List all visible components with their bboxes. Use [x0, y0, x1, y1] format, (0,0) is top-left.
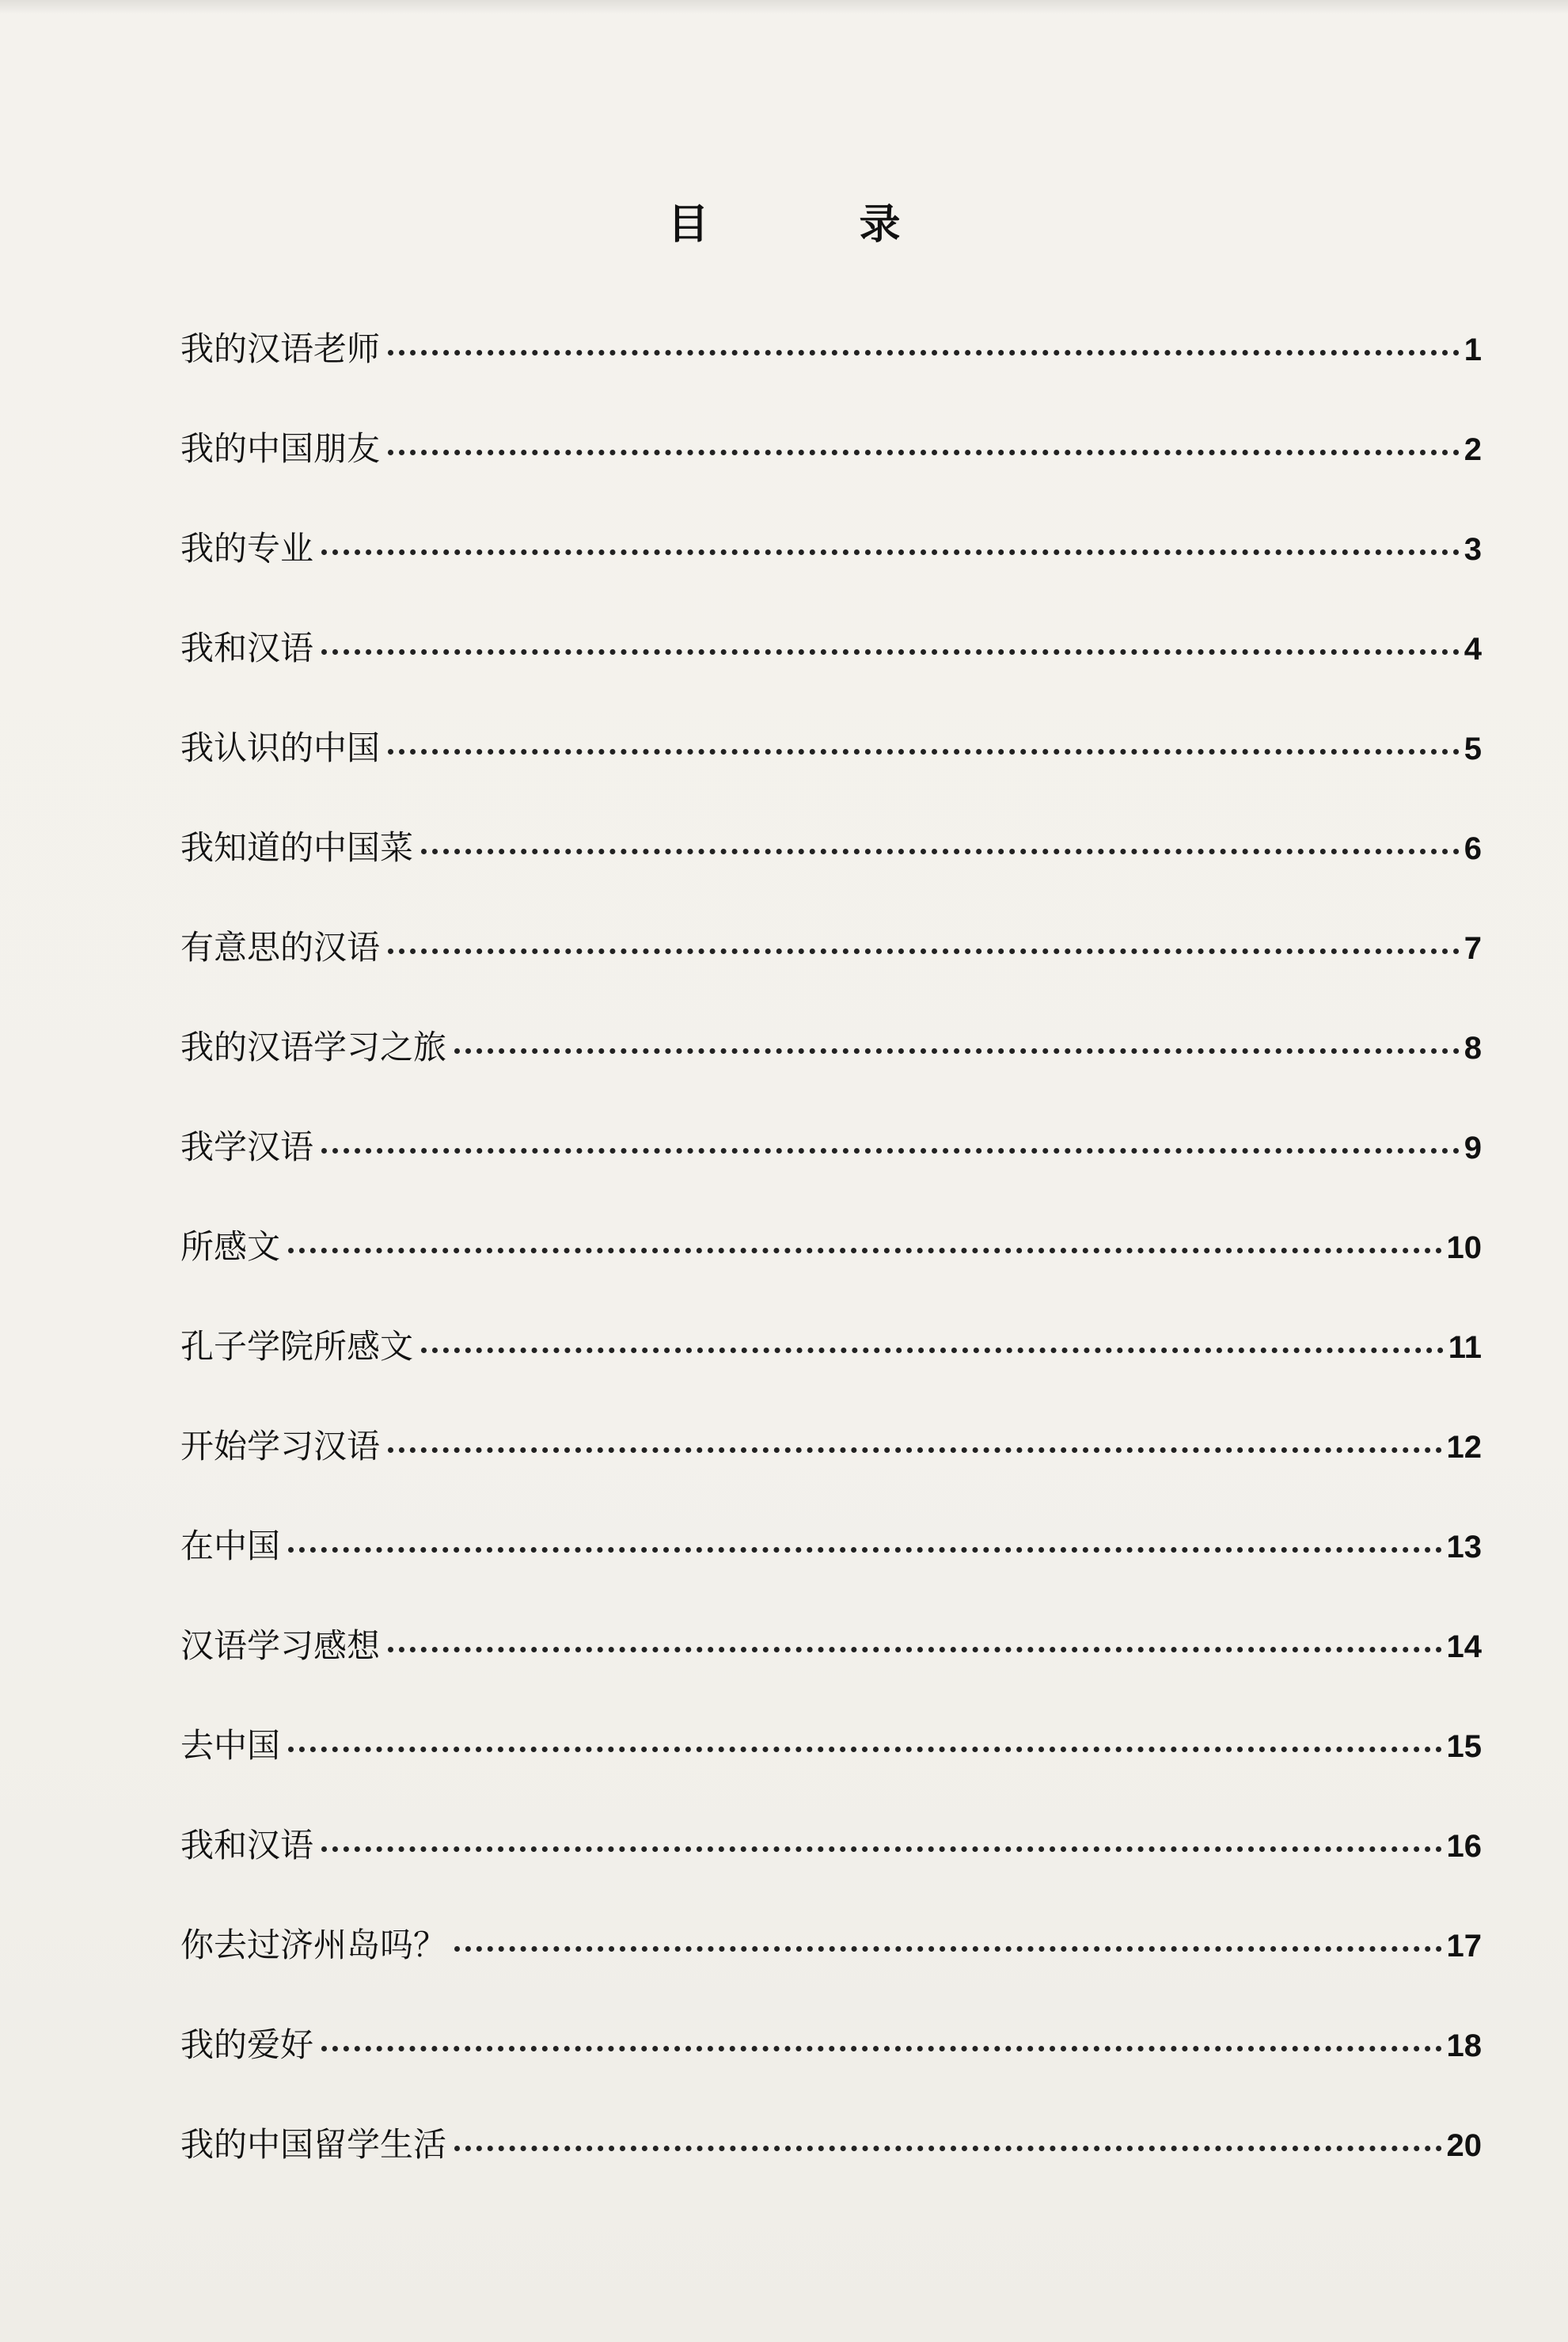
toc-entry-title: 我和汉语: [180, 1826, 314, 1865]
toc-entry[interactable]: [180, 1618, 1482, 1718]
toc-entry[interactable]: [180, 1219, 1482, 1319]
toc-page-number: 16: [1446, 1829, 1482, 1864]
dot-leader: [388, 1447, 1441, 1453]
toc-entry-title: 我和汉语: [180, 629, 314, 667]
dot-leader: [321, 1846, 1441, 1852]
toc-entry[interactable]: [180, 2117, 1482, 2217]
dot-leader: [454, 1946, 1441, 1952]
toc-page-number: 5: [1464, 732, 1482, 766]
toc-page-number: 13: [1446, 1530, 1482, 1565]
toc-entry[interactable]: [180, 521, 1482, 621]
toc-page-number: 3: [1464, 532, 1482, 567]
dot-leader: [388, 450, 1460, 455]
toc-page-number: 9: [1464, 1131, 1482, 1165]
dot-leader: [454, 1048, 1460, 1054]
dot-leader: [388, 949, 1460, 954]
dot-leader: [388, 1647, 1441, 1652]
toc-page-number: 11: [1448, 1330, 1482, 1365]
toc-entry-title: 有意思的汉语: [180, 928, 381, 967]
toc-entry[interactable]: [180, 920, 1482, 1020]
toc-entry[interactable]: [180, 1918, 1482, 2017]
toc-entry[interactable]: [180, 2017, 1482, 2117]
toc-page-number: 10: [1446, 1230, 1482, 1265]
toc-page-number: 7: [1464, 931, 1482, 966]
table-of-contents: [180, 321, 1482, 2217]
dot-leader: [388, 350, 1460, 355]
toc-entry-title: 我的专业: [180, 529, 314, 568]
toc-entry-title: 我的爱好: [180, 2025, 314, 2064]
toc-entry-title: 所感文: [180, 1227, 281, 1266]
toc-entry-title: 在中国: [180, 1526, 281, 1565]
toc-page-number: 1: [1464, 333, 1482, 367]
toc-page-number: 2: [1464, 432, 1482, 467]
toc-entry[interactable]: [180, 1120, 1482, 1219]
dot-leader: [421, 1348, 1444, 1353]
toc-page-number: 20: [1446, 2128, 1482, 2163]
toc-entry-title: 我学汉语: [180, 1127, 314, 1166]
toc-page-number: 4: [1464, 632, 1482, 667]
toc-page-number: 18: [1446, 2028, 1482, 2063]
toc-page-number: 15: [1446, 1729, 1482, 1764]
toc-page-number: 8: [1464, 1031, 1482, 1066]
toc-entry[interactable]: [180, 321, 1482, 421]
dot-leader: [321, 2046, 1441, 2051]
toc-entry-title: 汉语学习感想: [180, 1626, 381, 1665]
toc-entry-title: 我的汉语老师: [180, 329, 381, 368]
toc-entry[interactable]: [180, 1818, 1482, 1918]
dot-leader: [321, 549, 1460, 555]
dot-leader: [321, 649, 1460, 655]
dot-leader: [288, 1547, 1441, 1553]
toc-entry-title: 我的中国留学生活: [180, 2125, 447, 2164]
toc-entry[interactable]: [180, 720, 1482, 820]
toc-page-number: 12: [1446, 1430, 1482, 1465]
toc-entry-title: 去中国: [180, 1726, 281, 1765]
dot-leader: [321, 1148, 1460, 1154]
dot-leader: [288, 1747, 1441, 1752]
toc-entry[interactable]: [180, 1020, 1482, 1120]
toc-entry[interactable]: [180, 421, 1482, 521]
toc-entry-title: 我的汉语学习之旅: [180, 1028, 447, 1066]
toc-entry-title: 你去过济州岛吗？: [180, 1926, 447, 1964]
page-title: 目 录: [667, 201, 969, 249]
dot-leader: [388, 749, 1460, 755]
toc-page-number: 6: [1464, 831, 1482, 866]
toc-entry-title: 我认识的中国: [180, 728, 381, 767]
page-edge-shadow: [0, 0, 1568, 14]
toc-entry[interactable]: [180, 1718, 1482, 1818]
toc-entry[interactable]: [180, 1419, 1482, 1519]
dot-leader: [454, 2146, 1441, 2151]
dot-leader: [421, 849, 1460, 854]
toc-entry[interactable]: [180, 621, 1482, 720]
toc-entry[interactable]: [180, 820, 1482, 920]
toc-entry-title: 孔子学院所感文: [180, 1327, 414, 1366]
toc-entry-title: 开始学习汉语: [180, 1427, 381, 1466]
toc-page-number: 17: [1446, 1929, 1482, 1964]
toc-entry-title: 我的中国朋友: [180, 429, 381, 468]
toc-entry[interactable]: [180, 1319, 1482, 1419]
dot-leader: [288, 1248, 1441, 1253]
toc-page-number: 14: [1446, 1629, 1482, 1664]
toc-entry[interactable]: [180, 1519, 1482, 1618]
toc-entry-title: 我知道的中国菜: [180, 828, 414, 867]
